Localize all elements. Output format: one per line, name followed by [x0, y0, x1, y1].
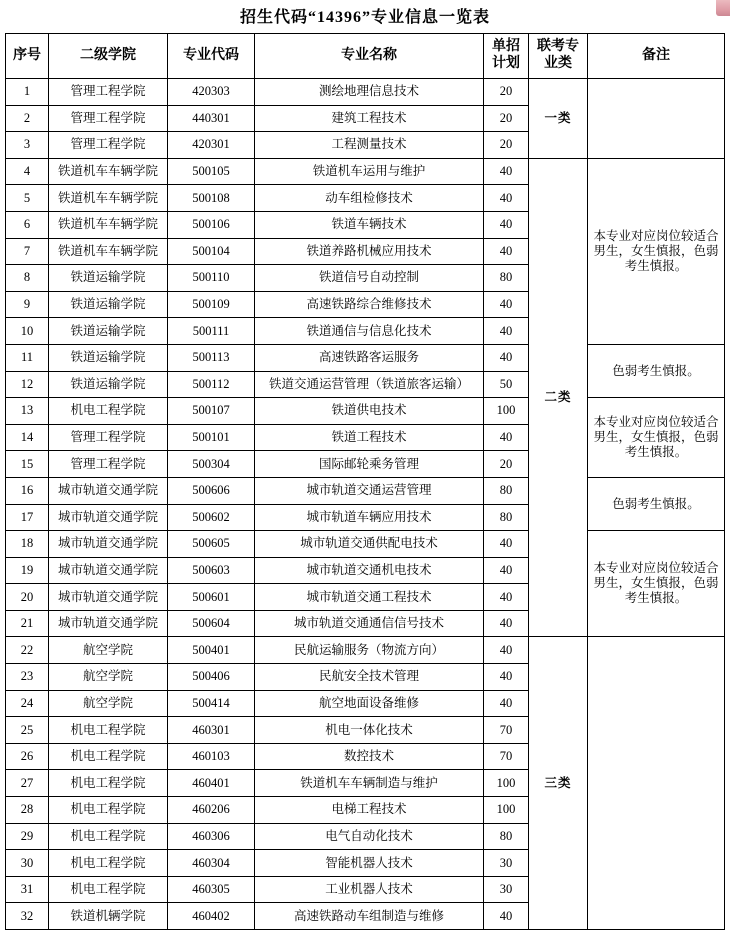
cell-major-name: 高速铁路动车组制造与维修	[255, 903, 484, 930]
majors-table	[5, 33, 725, 930]
cell-major-name: 铁道交通运营管理（铁道旅客运输）	[255, 371, 484, 398]
cell-no: 21	[6, 610, 49, 637]
cell-college: 航空学院	[49, 637, 168, 664]
cell-major-name: 铁道车辆技术	[255, 211, 484, 238]
table-row	[6, 477, 725, 504]
cell-college: 铁道机车车辆学院	[49, 185, 168, 212]
cell-college: 铁道机辆学院	[49, 903, 168, 930]
cell-plan: 70	[484, 743, 529, 770]
cell-plan: 50	[484, 371, 529, 398]
table-body	[6, 79, 725, 930]
cell-remark	[588, 79, 725, 159]
cell-plan: 40	[484, 531, 529, 558]
cell-college: 管理工程学院	[49, 451, 168, 478]
cell-major-name: 铁道机车车辆制造与维护	[255, 770, 484, 797]
cell-college: 管理工程学院	[49, 424, 168, 451]
cell-major-code: 440301	[168, 105, 255, 132]
table-row	[6, 79, 725, 106]
cell-college: 城市轨道交通学院	[49, 504, 168, 531]
table-row	[6, 531, 725, 558]
cell-major-name: 机电一体化技术	[255, 717, 484, 744]
cell-exam-group: 一类	[529, 79, 588, 159]
cell-exam-group: 三类	[529, 637, 588, 930]
cell-no: 3	[6, 132, 49, 159]
col-header-no: 序号	[6, 34, 49, 79]
col-header-group-line2: 业类	[544, 56, 572, 71]
cell-remark	[588, 637, 725, 930]
cell-major-name: 工程测量技术	[255, 132, 484, 159]
cell-no: 16	[6, 477, 49, 504]
cell-major-name: 国际邮轮乘务管理	[255, 451, 484, 478]
cell-plan: 40	[484, 185, 529, 212]
cell-plan: 100	[484, 797, 529, 824]
cell-remark: 本专业对应岗位较适合男生，女生慎报，色弱考生慎报。	[588, 531, 725, 637]
cell-plan: 40	[484, 344, 529, 371]
cell-major-name: 城市轨道车辆应用技术	[255, 504, 484, 531]
cell-plan: 30	[484, 850, 529, 877]
col-header-group	[529, 34, 588, 79]
cell-major-name: 城市轨道交通运营管理	[255, 477, 484, 504]
cell-college: 铁道机车车辆学院	[49, 158, 168, 185]
cell-major-code: 460401	[168, 770, 255, 797]
cell-major-code: 500105	[168, 158, 255, 185]
table-row	[6, 398, 725, 425]
cell-college: 城市轨道交通学院	[49, 531, 168, 558]
cell-no: 28	[6, 797, 49, 824]
cell-no: 5	[6, 185, 49, 212]
cell-major-code: 500602	[168, 504, 255, 531]
cell-no: 6	[6, 211, 49, 238]
cell-college: 铁道机车车辆学院	[49, 211, 168, 238]
cell-major-code: 460306	[168, 823, 255, 850]
cell-plan: 40	[484, 291, 529, 318]
col-header-plan	[484, 34, 529, 79]
cell-college: 机电工程学院	[49, 743, 168, 770]
cell-plan: 40	[484, 637, 529, 664]
cell-plan: 20	[484, 105, 529, 132]
cell-no: 9	[6, 291, 49, 318]
cell-plan: 40	[484, 664, 529, 691]
cell-no: 12	[6, 371, 49, 398]
cell-exam-group: 二类	[529, 158, 588, 637]
cell-major-code: 500414	[168, 690, 255, 717]
cell-plan: 30	[484, 876, 529, 903]
cell-college: 航空学院	[49, 664, 168, 691]
cell-plan: 80	[484, 823, 529, 850]
cell-college: 机电工程学院	[49, 717, 168, 744]
cell-no: 14	[6, 424, 49, 451]
cell-college: 铁道机车车辆学院	[49, 238, 168, 265]
cell-major-name: 城市轨道交通工程技术	[255, 584, 484, 611]
cell-major-code: 500106	[168, 211, 255, 238]
cell-major-name: 电梯工程技术	[255, 797, 484, 824]
cell-major-code: 500604	[168, 610, 255, 637]
cell-plan: 40	[484, 211, 529, 238]
cell-plan: 40	[484, 158, 529, 185]
cell-major-code: 500108	[168, 185, 255, 212]
cell-major-name: 城市轨道交通供配电技术	[255, 531, 484, 558]
col-header-major-code: 专业代码	[168, 34, 255, 79]
cell-no: 32	[6, 903, 49, 930]
cell-college: 铁道运输学院	[49, 291, 168, 318]
cell-major-code: 460301	[168, 717, 255, 744]
cell-no: 30	[6, 850, 49, 877]
cell-no: 17	[6, 504, 49, 531]
cell-plan: 40	[484, 903, 529, 930]
cell-major-name: 航空地面设备维修	[255, 690, 484, 717]
cell-major-code: 460206	[168, 797, 255, 824]
col-header-college: 二级学院	[49, 34, 168, 79]
cell-college: 铁道运输学院	[49, 371, 168, 398]
cell-major-code: 500401	[168, 637, 255, 664]
cell-no: 4	[6, 158, 49, 185]
table-row	[6, 158, 725, 185]
cell-major-code: 420303	[168, 79, 255, 106]
cell-plan: 70	[484, 717, 529, 744]
cell-major-code: 500109	[168, 291, 255, 318]
cell-major-name: 铁道工程技术	[255, 424, 484, 451]
table-row	[6, 344, 725, 371]
col-header-plan-line1: 单招	[492, 39, 520, 55]
cell-college: 城市轨道交通学院	[49, 610, 168, 637]
cell-plan: 100	[484, 770, 529, 797]
cell-no: 22	[6, 637, 49, 664]
cell-major-code: 420301	[168, 132, 255, 159]
cell-no: 7	[6, 238, 49, 265]
cell-plan: 40	[484, 610, 529, 637]
cell-major-code: 500406	[168, 664, 255, 691]
cell-major-code: 500111	[168, 318, 255, 345]
cell-plan: 80	[484, 504, 529, 531]
cell-college: 铁道运输学院	[49, 265, 168, 292]
cell-college: 铁道运输学院	[49, 318, 168, 345]
cell-major-name: 铁道养路机械应用技术	[255, 238, 484, 265]
cell-major-name: 测绘地理信息技术	[255, 79, 484, 106]
cell-plan: 20	[484, 79, 529, 106]
table-header	[6, 34, 725, 79]
cell-college: 铁道运输学院	[49, 344, 168, 371]
cell-major-code: 500104	[168, 238, 255, 265]
cell-no: 2	[6, 105, 49, 132]
cell-major-name: 城市轨道交通机电技术	[255, 557, 484, 584]
cell-remark: 本专业对应岗位较适合男生，女生慎报，色弱考生慎报。	[588, 158, 725, 344]
col-header-remark: 备注	[588, 34, 725, 79]
cell-no: 15	[6, 451, 49, 478]
cell-college: 管理工程学院	[49, 105, 168, 132]
cell-no: 20	[6, 584, 49, 611]
cell-remark: 色弱考生慎报。	[588, 477, 725, 530]
cell-major-name: 智能机器人技术	[255, 850, 484, 877]
cell-no: 19	[6, 557, 49, 584]
cell-no: 10	[6, 318, 49, 345]
cell-major-name: 建筑工程技术	[255, 105, 484, 132]
cell-college: 机电工程学院	[49, 823, 168, 850]
cell-major-name: 民航运输服务（物流方向）	[255, 637, 484, 664]
col-header-group-line1: 联考专	[537, 39, 579, 55]
cell-major-name: 工业机器人技术	[255, 876, 484, 903]
cell-no: 31	[6, 876, 49, 903]
table-header-row	[6, 34, 725, 79]
cell-plan: 80	[484, 477, 529, 504]
cell-no: 24	[6, 690, 49, 717]
cell-no: 13	[6, 398, 49, 425]
cell-college: 机电工程学院	[49, 770, 168, 797]
table-row	[6, 637, 725, 664]
col-header-plan-line2: 计划	[492, 56, 520, 71]
cell-no: 23	[6, 664, 49, 691]
cell-major-code: 500601	[168, 584, 255, 611]
col-header-major-name: 专业名称	[255, 34, 484, 79]
cell-college: 航空学院	[49, 690, 168, 717]
cell-college: 城市轨道交通学院	[49, 477, 168, 504]
cell-no: 1	[6, 79, 49, 106]
cell-plan: 20	[484, 451, 529, 478]
cell-major-name: 铁道供电技术	[255, 398, 484, 425]
cell-major-name: 民航安全技术管理	[255, 664, 484, 691]
cell-no: 26	[6, 743, 49, 770]
cell-no: 18	[6, 531, 49, 558]
cell-plan: 100	[484, 398, 529, 425]
cell-college: 管理工程学院	[49, 132, 168, 159]
cell-college: 城市轨道交通学院	[49, 584, 168, 611]
cell-plan: 40	[484, 238, 529, 265]
cell-major-code: 460103	[168, 743, 255, 770]
page-corner-decoration	[716, 0, 730, 16]
cell-major-name: 数控技术	[255, 743, 484, 770]
cell-remark: 本专业对应岗位较适合男生，女生慎报，色弱考生慎报。	[588, 398, 725, 478]
cell-college: 机电工程学院	[49, 398, 168, 425]
cell-major-name: 铁道信号自动控制	[255, 265, 484, 292]
cell-major-code: 500113	[168, 344, 255, 371]
cell-major-code: 460305	[168, 876, 255, 903]
cell-major-name: 动车组检修技术	[255, 185, 484, 212]
cell-no: 8	[6, 265, 49, 292]
cell-major-code: 500101	[168, 424, 255, 451]
cell-college: 机电工程学院	[49, 797, 168, 824]
cell-college: 城市轨道交通学院	[49, 557, 168, 584]
cell-major-name: 铁道机车运用与维护	[255, 158, 484, 185]
cell-major-code: 500606	[168, 477, 255, 504]
cell-no: 27	[6, 770, 49, 797]
cell-no: 11	[6, 344, 49, 371]
cell-plan: 80	[484, 265, 529, 292]
cell-plan: 40	[484, 424, 529, 451]
cell-major-code: 500605	[168, 531, 255, 558]
cell-college: 机电工程学院	[49, 850, 168, 877]
cell-major-name: 高速铁路综合维修技术	[255, 291, 484, 318]
cell-remark: 色弱考生慎报。	[588, 344, 725, 397]
cell-plan: 40	[484, 318, 529, 345]
cell-major-code: 500112	[168, 371, 255, 398]
cell-no: 29	[6, 823, 49, 850]
cell-major-code: 500603	[168, 557, 255, 584]
cell-plan: 40	[484, 690, 529, 717]
cell-plan: 40	[484, 557, 529, 584]
cell-major-name: 铁道通信与信息化技术	[255, 318, 484, 345]
cell-major-name: 电气自动化技术	[255, 823, 484, 850]
cell-major-name: 城市轨道交通通信信号技术	[255, 610, 484, 637]
cell-college: 机电工程学院	[49, 876, 168, 903]
cell-no: 25	[6, 717, 49, 744]
page-title: 招生代码“14396”专业信息一览表	[239, 9, 490, 26]
cell-major-code: 500110	[168, 265, 255, 292]
cell-plan: 20	[484, 132, 529, 159]
cell-major-name: 高速铁路客运服务	[255, 344, 484, 371]
cell-major-code: 460304	[168, 850, 255, 877]
cell-major-code: 500107	[168, 398, 255, 425]
cell-major-code: 500304	[168, 451, 255, 478]
cell-major-code: 460402	[168, 903, 255, 930]
cell-plan: 40	[484, 584, 529, 611]
cell-college: 管理工程学院	[49, 79, 168, 106]
